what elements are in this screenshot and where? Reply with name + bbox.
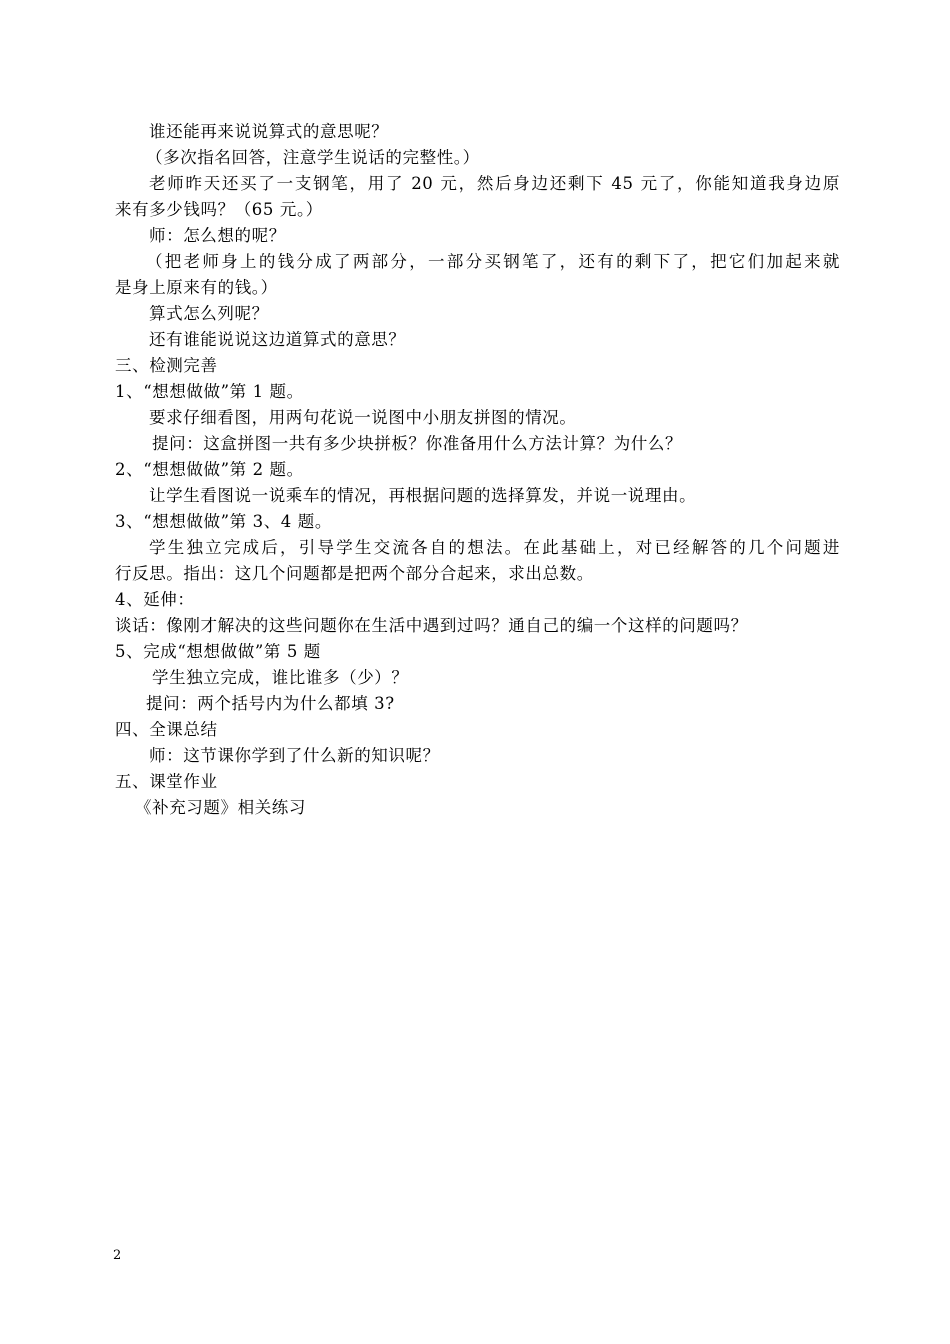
text-line: 让学生看图说一说乘车的情况，再根据问题的选择算发，并说一说理由。	[149, 486, 697, 505]
list-item: 4、延伸：	[115, 590, 195, 609]
text-line: 学生独立完成，谁比谁多（少）？	[152, 668, 409, 687]
text-line: 提问：这盒拼图一共有多少块拼板？你准备用什么方法计算？为什么？	[152, 434, 683, 453]
text-line: 还有谁能说说这边道算式的意思？	[149, 330, 406, 349]
list-item: 2、“想想做做”第 2 题。	[115, 460, 304, 479]
text-line: 行反思。指出：这几个问题都是把两个部分合起来，求出总数。	[115, 564, 594, 583]
text-line: 提问：两个括号内为什么都填 3?	[146, 694, 395, 713]
list-item: 3、“想想做做”第 3、4 题。	[115, 512, 332, 531]
text-line: 师：怎么想的呢？	[149, 226, 286, 245]
list-item: 5、完成“想想做做”第 5 题	[115, 642, 321, 661]
text-line: （多次指名回答，注意学生说话的完整性。）	[146, 148, 480, 167]
text-line: 谁还能再来说说算式的意思呢？	[149, 122, 389, 141]
page-body	[115, 119, 840, 821]
text-line: 谈话：像刚才解决的这些问题你在生活中遇到过吗？通自己的编一个这样的问题吗？	[115, 616, 748, 635]
page-number: 2	[113, 1248, 122, 1263]
text-line: 要求仔细看图，用两句花说一说图中小朋友拼图的情况。	[149, 408, 577, 427]
text-line: 学生独立完成后，引导学生交流各自的想法。在此基础上，对已经解答的几个问题进	[149, 538, 840, 557]
text-line: 算式怎么列呢？	[149, 304, 269, 323]
text-line: （把老师身上的钱分成了两部分，一部分买钢笔了，还有的剩下了，把它们加起来就	[146, 252, 840, 271]
text-line: 老师昨天还买了一支钢笔，用了 20 元，然后身边还剩下 45 元了，你能知道我身边原	[149, 174, 840, 193]
section-heading: 三、检测完善	[115, 356, 218, 375]
text-line: 师：这节课你学到了什么新的知识呢？	[149, 746, 440, 765]
text-line: 《补充习题》相关练习	[135, 798, 306, 817]
section-heading: 四、全课总结	[115, 720, 218, 739]
list-item: 1、“想想做做”第 1 题。	[115, 382, 304, 401]
text-line: 是身上原来有的钱。）	[115, 278, 278, 297]
text-line: 来有多少钱吗？（65 元。）	[115, 200, 323, 219]
section-heading: 五、课堂作业	[115, 772, 218, 791]
